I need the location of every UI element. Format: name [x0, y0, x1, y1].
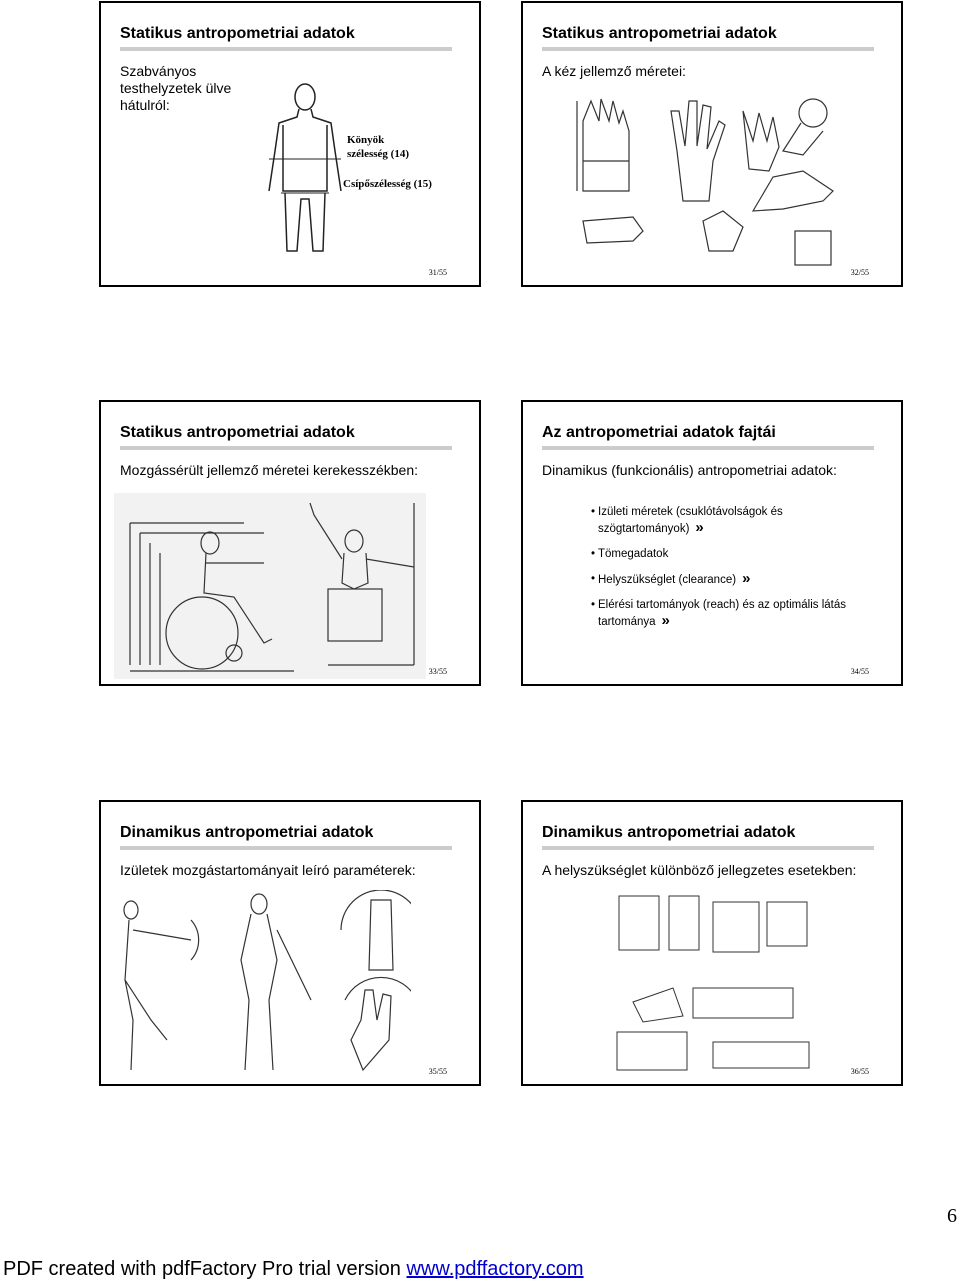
slide-34 [521, 400, 903, 686]
footer-text: PDF created with pdfFactory Pro trial version [3, 1258, 407, 1280]
slide-page-number: 31/55 [428, 268, 447, 277]
slide-page-number: 34/55 [850, 667, 869, 676]
slide-page-number: 35/55 [428, 1067, 447, 1076]
slide-title: Statikus antropometriai adatok [120, 25, 355, 42]
slide-page-number: 36/55 [850, 1067, 869, 1076]
bullet-text: Elérési tartományok (reach) és az optimális látás tartománya [598, 599, 846, 628]
raquo-icon: » [695, 519, 704, 536]
slide-subtitle: Izületek mozgástartományait leíró paraméterek: [120, 862, 416, 878]
bullet-item [591, 546, 881, 562]
wheelchair-dimensions-illustration [114, 493, 426, 679]
hand-dimensions-illustration [573, 91, 873, 271]
slide-subtitle: Szabványos testhelyzetek ülve hátulról: [120, 63, 232, 113]
title-rule [120, 846, 452, 850]
bullet-list [591, 504, 881, 639]
slide-title: Dinamikus antropometriai adatok [542, 824, 796, 841]
bullet-text: Izületi méretek (csuklótávolságok és szögtartományok) [598, 506, 783, 535]
joint-range-illustration [111, 890, 411, 1076]
title-rule [120, 446, 452, 450]
seated-figure-back-illustration [251, 81, 461, 256]
label-konyok-szelesseg: szélesség (14) [347, 148, 410, 160]
slide-subtitle: A helyszükséglet különböző jellegzetes esetekben: [542, 862, 857, 878]
slide-title: Az antropometriai adatok fajtái [542, 424, 776, 441]
raquo-icon: » [661, 612, 670, 629]
slide-title: Statikus antropometriai adatok [120, 424, 355, 441]
label-csipo: Csípőszélesség (15) [343, 178, 432, 190]
title-rule [542, 47, 874, 51]
title-rule [542, 446, 874, 450]
bullet-item [591, 504, 881, 537]
slide-title: Dinamikus antropometriai adatok [120, 824, 374, 841]
slide-subtitle: Dinamikus (funkcionális) antropometriai adatok: [542, 462, 837, 478]
slide-36 [521, 800, 903, 1086]
title-rule [120, 47, 452, 51]
bullet-item [591, 597, 881, 630]
slide-page-number: 32/55 [850, 268, 869, 277]
slide-subtitle: A kéz jellemző méretei: [542, 63, 686, 79]
slide-31 [99, 1, 481, 287]
footer-link[interactable]: www.pdffactory.com [406, 1258, 584, 1280]
slide-title: Statikus antropometriai adatok [542, 25, 777, 42]
raquo-icon: » [742, 570, 751, 587]
bullet-text: Helyszükséglet (clearance) [598, 574, 737, 586]
pdf-footer [3, 1258, 584, 1281]
slide-32 [521, 1, 903, 287]
slide-33 [99, 400, 481, 686]
slide-35 [99, 800, 481, 1086]
clearance-illustration [613, 892, 813, 1077]
bullet-text: Tömegadatok [598, 548, 669, 560]
bullet-item [591, 571, 881, 588]
slide-page-number: 33/55 [428, 667, 447, 676]
label-konyok: Könyök [347, 134, 385, 146]
page-number: 6 [947, 1205, 957, 1227]
slide-subtitle: Mozgássérült jellemző méretei kerekesszékben: [120, 462, 419, 478]
title-rule [542, 846, 874, 850]
